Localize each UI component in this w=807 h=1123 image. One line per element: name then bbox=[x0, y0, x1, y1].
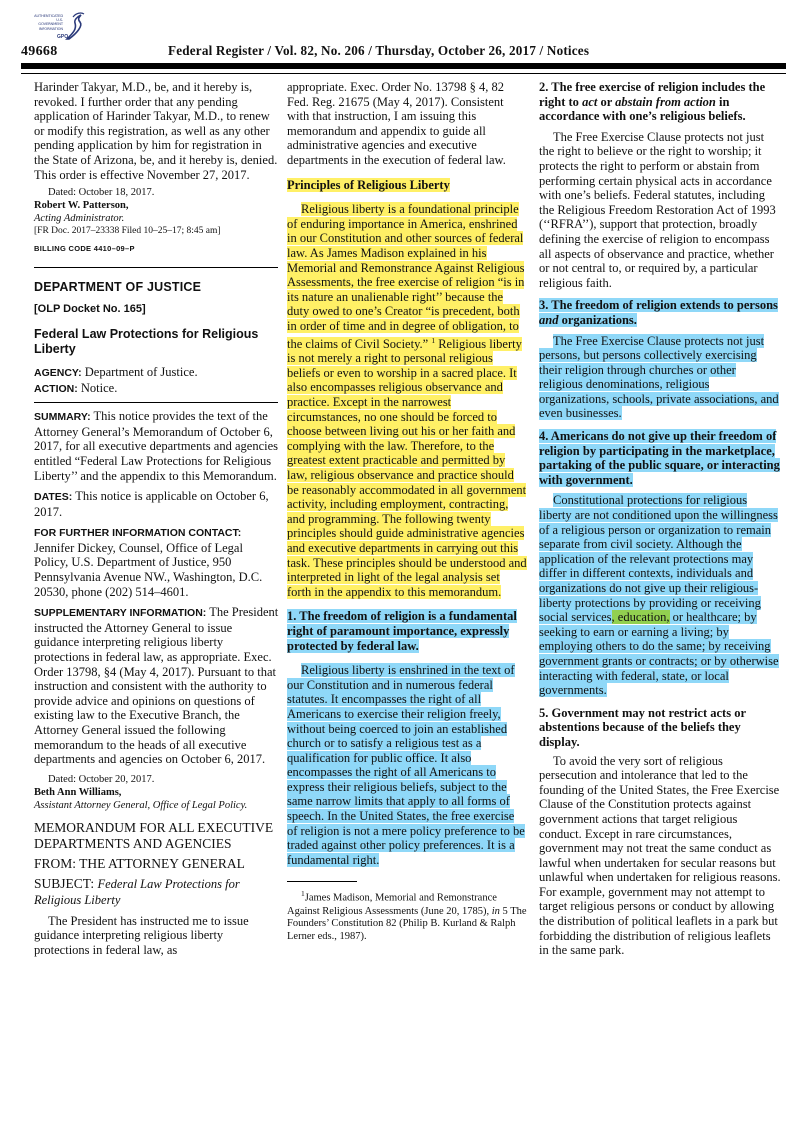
prev-signer: Robert W. Patterson, bbox=[34, 200, 129, 212]
memo-intro: The President has instructed me to issue guidance interpreting religious liberty protections in federal law, as bbox=[34, 913, 249, 957]
principle-2-text: The Free Exercise Clause protects not just the right to believe or the right to worship; it protects the right to perform or abstain from performing certain physical acts in accordance with one’s beliefs. Federal statutes, including the Religious Freedom Restoration Act of 1993 (‘‘RFRA’’), support that protection, broadly defining the exercise of religion to encompass all aspects of observance and practice, whether or not central to, or required by, a particular religious faith. bbox=[539, 129, 776, 290]
page-header bbox=[21, 44, 786, 60]
contact-value: Jennifer Dickey, Counsel, Office of Legal Policy, U.S. Department of Justice, 950 Pennsylvania Avenue NW., Washington, D.C. 20530, phone (202) 514–4601. bbox=[34, 540, 263, 599]
intro-continued: appropriate. Exec. Order No. 13798 § 4, 82 Fed. Reg. 21675 (May 4, 2017). Consistent with that instruction, I am issuing this memorandum and appendix to guide all administrative agencies and executive departments in the execution of federal law. bbox=[287, 80, 506, 167]
logo-text: AUTHENTICATED U.S. GOVERNMENT INFORMATION bbox=[34, 14, 63, 31]
supplementary-label: SUPPLEMENTARY INFORMATION: bbox=[34, 607, 207, 620]
section-divider bbox=[34, 267, 278, 268]
column-3: 2. The free exercise of religion includes the right to act or abstain from action in accordance with one’s religious beliefs. The Free Exercise Clause protects not just the right to believe or the right to worship; it protects the right to perform or abstain from performing certain physical acts in accordance with one’s beliefs. Federal statutes, including the Religious Freedom Restoration Act of 1993 (‘‘RFRA’’), support that protection, broadly defining the exercise of religion to encompass all aspects of observance and practice, whether or not central to, or required by, a particular religious faith. 3. The freedom of religion extends to persons and organizations. The Free Exercise Clause protects not just persons, but persons collectively exercising their religion through churches or other religious denominations, religious organizations, schools, private associations, and even businesses. 4. Americans do not give up their freedom of religion by participating in the marketplace, partaking of the public square, or interacting with government. Constitutional protections for religious liberty are not conditioned upon the willingness of a religious person or organization to remain separate from civil society. Although the application of the relevant protections may differ in different contexts, individuals and organizations do not give up their religious-liberty protections by providing or receiving social services, education, or healthcare; by seeking to earn or earning a living; by employing others to do the same; by receiving government grants or contracts; or by otherwise interacting with federal, state, or local governments. 5. Government may not restrict acts or abstentions because of the beliefs they display. To avoid the very sort of religious persecution and intolerance that led to the founding of the United States, the Free Exercise Clause of the Constitution protects against government actions that target religious conduct. Except in rare circumstances, government may not treat the same conduct as lawful when undertaken for secular reasons but unlawful when undertaken for religious reasons. For example, government may not attempt to target religious persons or conduct by allowing the distribution of political leaflets in a park but forbidding the distribution of religious leaflets in the same park. bbox=[539, 80, 781, 958]
footnote-text-b: 5 The Founders’ Constitution 82 (Philip B. Kurland & Ralph Lerner eds., 1987). bbox=[287, 905, 527, 942]
gpo-authenticated-logo bbox=[33, 11, 87, 45]
principle-3-heading: 3. The freedom of religion extends to persons and organizations. bbox=[539, 298, 778, 327]
green-highlight: , education, bbox=[611, 610, 670, 625]
principles-p2-text: Religious liberty is not merely a right to personal religious beliefs or even to worship in a sacred place. It also encompasses religious observance and practice. Except in the narrowest circumstances, no one should be forced to choose between living out his or her faith and complying with the law. Therefore, to the greatest extent practicable and permitted by law, religious observance and practice should be reasonably accommodated in all government activity, including employment, contracting, and programming. The following twenty principles should guide administrative agencies and executive departments in carrying out this task. These principles should be understood and interpreted in light of the legal analysis set forth in the appendix to this memorandum. bbox=[287, 336, 527, 599]
principle-1-heading: 1. The freedom of religion is a fundamental right of paramount importance, expressly protected by federal law. bbox=[287, 609, 517, 653]
column-2 bbox=[287, 80, 527, 943]
page-number: 49668 bbox=[21, 44, 58, 59]
notice-subject: Federal Law Protections for Religious Liberty bbox=[34, 326, 259, 356]
header-rule-thin bbox=[21, 73, 786, 74]
prev-dated: Dated: October 18, 2017. bbox=[48, 187, 155, 199]
department-heading: DEPARTMENT OF JUSTICE bbox=[34, 279, 202, 294]
principle-4-text: Constitutional protections for religious liberty are not conditioned upon the willingness of a religious person or organization to remain separate from civil society. Although the application of the relevant protections may differ in different contexts, individuals and organizations do not give up their religious-liberty protections by providing or receiving social services bbox=[539, 493, 778, 625]
principle-2-heading: 2. The free exercise of religion includes the right to act or abstain from action in accordance with one’s religious beliefs. bbox=[539, 80, 766, 124]
billing-code: BILLING CODE 4410–09–P bbox=[34, 244, 135, 254]
signer: Beth Ann Williams, bbox=[34, 786, 122, 798]
agency-label: AGENCY: bbox=[34, 366, 82, 379]
summary-value: This notice provides the text of the Attorney General’s Memorandum of October 6, 2017, for all executive departments and agencies entitled “Federal Law Protections for Religious Liberty’’ and the appendix to this Memorandum. bbox=[34, 409, 279, 483]
principle-5-text: To avoid the very sort of religious persecution and intolerance that led to the founding of the United States, the Free Exercise Clause of the Constitution protects against government actions that target religious conduct. Except in rare circumstances, government may not treat the same conduct as lawful when undertaken for secular reasons but unlawful when undertaken for religious reasons. For example, government may not attempt to target religious persons or conduct by allowing the distribution of political leaflets in a park but forbidding the distribution of religious leaflets in the same park. bbox=[539, 753, 781, 958]
principle-5-heading: 5. Government may not restrict acts or abstentions because of the beliefs they display. bbox=[539, 705, 746, 749]
action-value: Notice. bbox=[80, 380, 118, 395]
prev-fr-doc: [FR Doc. 2017–23338 Filed 10–25–17; 8:45 am] bbox=[34, 226, 221, 237]
column-1 bbox=[34, 80, 280, 958]
action-label: ACTION: bbox=[34, 382, 78, 395]
running-title: Federal Register / Vol. 82, No. 206 / Thursday, October 26, 2017 / Notices bbox=[168, 44, 590, 59]
dates-value: This notice is applicable on October 6, 2017. bbox=[34, 489, 269, 519]
memo-subject-label: SUBJECT: bbox=[34, 875, 95, 891]
docket-number: [OLP Docket No. 165] bbox=[34, 303, 146, 316]
principles-paragraph-1 bbox=[287, 202, 527, 599]
prev-signer-title: Acting Administrator. bbox=[34, 213, 125, 225]
contact-label: FOR FURTHER INFORMATION CONTACT: bbox=[34, 527, 242, 540]
principles-p1-text: Religious liberty is a foundational principle of enduring importance in America, enshrined in our Constitution and other sources of federal law. As James Madison explained in his Memorial and Remonstrance Against Religious Assessments, the free exercise of religion “is in its nature an unalienable right’’ because the duty owed to one’s Creator “is precedent, both in order of time and in degree of obligation, to the claims of Civil Society.” bbox=[287, 202, 525, 351]
prev-notice-text: Harinder Takyar, M.D., be, and it hereby is, revoked. I further order that any pending application of Harinder Takyar, M.D., to renew or modify this registration, as well as any other pending application by him for registration in the State of Arizona, be, and it hereby is, denied. This order is effective November 27, 2017. bbox=[34, 80, 278, 182]
memo-to: MEMORANDUM FOR ALL EXECUTIVE DEPARTMENTS AND AGENCIES bbox=[34, 819, 274, 851]
footnote-number: 1 bbox=[301, 889, 305, 899]
agency-value: Department of Justice. bbox=[84, 364, 198, 379]
dated: Dated: October 20, 2017. bbox=[48, 773, 155, 785]
summary-label: SUMMARY: bbox=[34, 411, 91, 424]
signer-title: Assistant Attorney General, Office of Legal Policy. bbox=[34, 799, 248, 811]
footnote-rule bbox=[287, 881, 357, 882]
gpo-mark: GPO bbox=[57, 34, 69, 40]
dates-label: DATES: bbox=[34, 491, 73, 504]
section-divider-2 bbox=[34, 402, 278, 403]
memo-subject-value: Federal Law Protections for Religious Liberty bbox=[34, 876, 240, 907]
principle-3-text: The Free Exercise Clause protects not just persons, but persons collectively exercising their religion through churches or other religious denominations, religious organizations, schools, private associations, and even businesses. bbox=[539, 333, 779, 421]
principle-4-heading: 4. Americans do not give up their freedom of religion by participating in the marketplace, partaking of the public square, or interacting with government. bbox=[539, 429, 780, 487]
footnote-text-a: James Madison, Memorial and Remonstrance Against Religious Assessments (June 20, 1785), bbox=[287, 892, 497, 917]
header-rule-thick bbox=[21, 63, 786, 69]
footnote-ref[interactable]: 1 bbox=[431, 335, 436, 345]
supplementary-value: The President instructed the Attorney General to issue guidance interpreting religious liberty protections in federal law, as appropriate. Exec. Order 13798, §4 (May 4, 2017). Pursuant to that instruction and consistent with the authority to provide advice and opinions on questions of existing law to the Executive Branch, the Attorney General issued the following memorandum to the heads of all executive departments and agencies on October 6, 2017. bbox=[34, 605, 279, 767]
footnote-in: in bbox=[491, 905, 500, 917]
footnote bbox=[287, 888, 527, 943]
memo-from: FROM: THE ATTORNEY GENERAL bbox=[34, 855, 245, 871]
principles-heading: Principles of Religious Liberty bbox=[287, 177, 450, 192]
principle-1-text: Religious liberty is enshrined in the text of our Constitution and in numerous federal statutes. It encompasses the right of all Americans to exercise their religion freely, without being coerced to join an established church or to satisfy a religious test as a qualification for public office. It also encompasses the right of all Americans to express their religious beliefs, subject to the same narrow limits that apply to all forms of speech. In the United States, the free exercise of religion is not a mere policy preference to be traded against other policy preferences. It is a fundamental right. bbox=[287, 663, 525, 867]
